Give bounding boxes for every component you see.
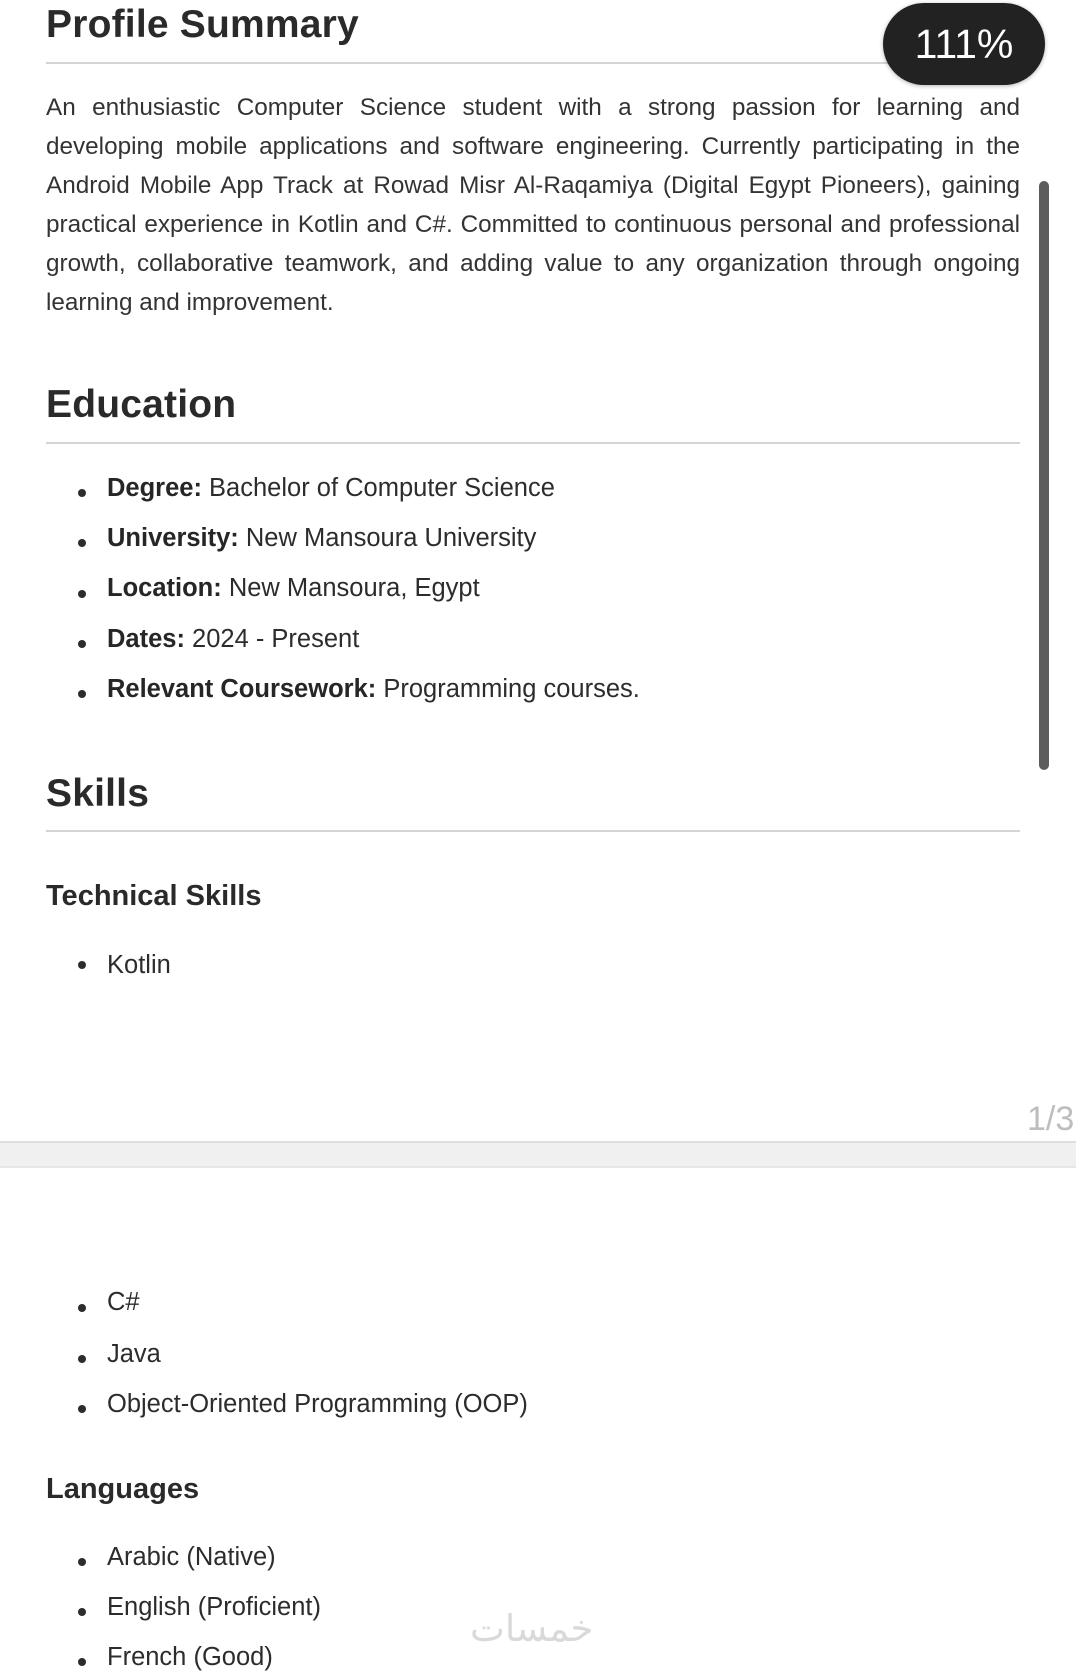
language-item: French (Good) <box>46 1637 321 1673</box>
skill-item: C# <box>46 1282 528 1334</box>
language-item: Arabic (Native) <box>46 1537 321 1587</box>
languages-heading: Languages <box>46 1473 200 1505</box>
skill-item: Kotlin <box>46 945 171 985</box>
technical-skills-list-continued <box>46 1282 528 1434</box>
education-list <box>46 468 640 719</box>
education-dates-item: Dates: 2024 - Present <box>46 619 640 669</box>
education-heading: Education <box>46 383 237 426</box>
education-coursework-item: Relevant Coursework: Programming courses. <box>46 669 640 719</box>
vertical-scrollbar-thumb[interactable] <box>1039 181 1049 770</box>
skills-heading: Skills <box>46 772 150 815</box>
profile-summary-text: An enthusiastic Computer Science student with a strong passion for learning and developing mobile applications and software engineering. Currently participating in the Android Mobile App Track at Rowad Misr Al-Raqamiya (Digital Egypt Pioneers), gaining practical experience in Kotlin and C#. Committed to continuous personal and professional growth, collaborative teamwork, and adding value to any organization through ongoing learning and improvement. <box>46 94 1020 316</box>
skill-item: Java <box>46 1334 528 1384</box>
language-item: English (Proficient) <box>46 1587 321 1637</box>
technical-skills-heading: Technical Skills <box>46 880 262 912</box>
document-page-2 <box>0 1168 1076 1673</box>
technical-skills-list <box>46 945 171 985</box>
education-degree-item: Degree: Bachelor of Computer Science <box>46 468 640 518</box>
zoom-level-badge: 111% <box>883 3 1045 85</box>
section-divider <box>46 62 1020 64</box>
education-location-item: Location: New Mansoura, Egypt <box>46 568 640 619</box>
watermark-logo: خمسات <box>470 1608 594 1649</box>
languages-list <box>46 1537 321 1673</box>
education-university-item: University: New Mansoura University <box>46 518 640 568</box>
page-number-indicator: 1/3 <box>1027 1100 1075 1138</box>
section-divider <box>46 830 1020 832</box>
profile-summary-heading: Profile Summary <box>46 3 359 46</box>
skill-item: Object-Oriented Programming (OOP) <box>46 1384 528 1434</box>
section-divider <box>46 442 1020 444</box>
page-separator <box>0 1141 1076 1168</box>
